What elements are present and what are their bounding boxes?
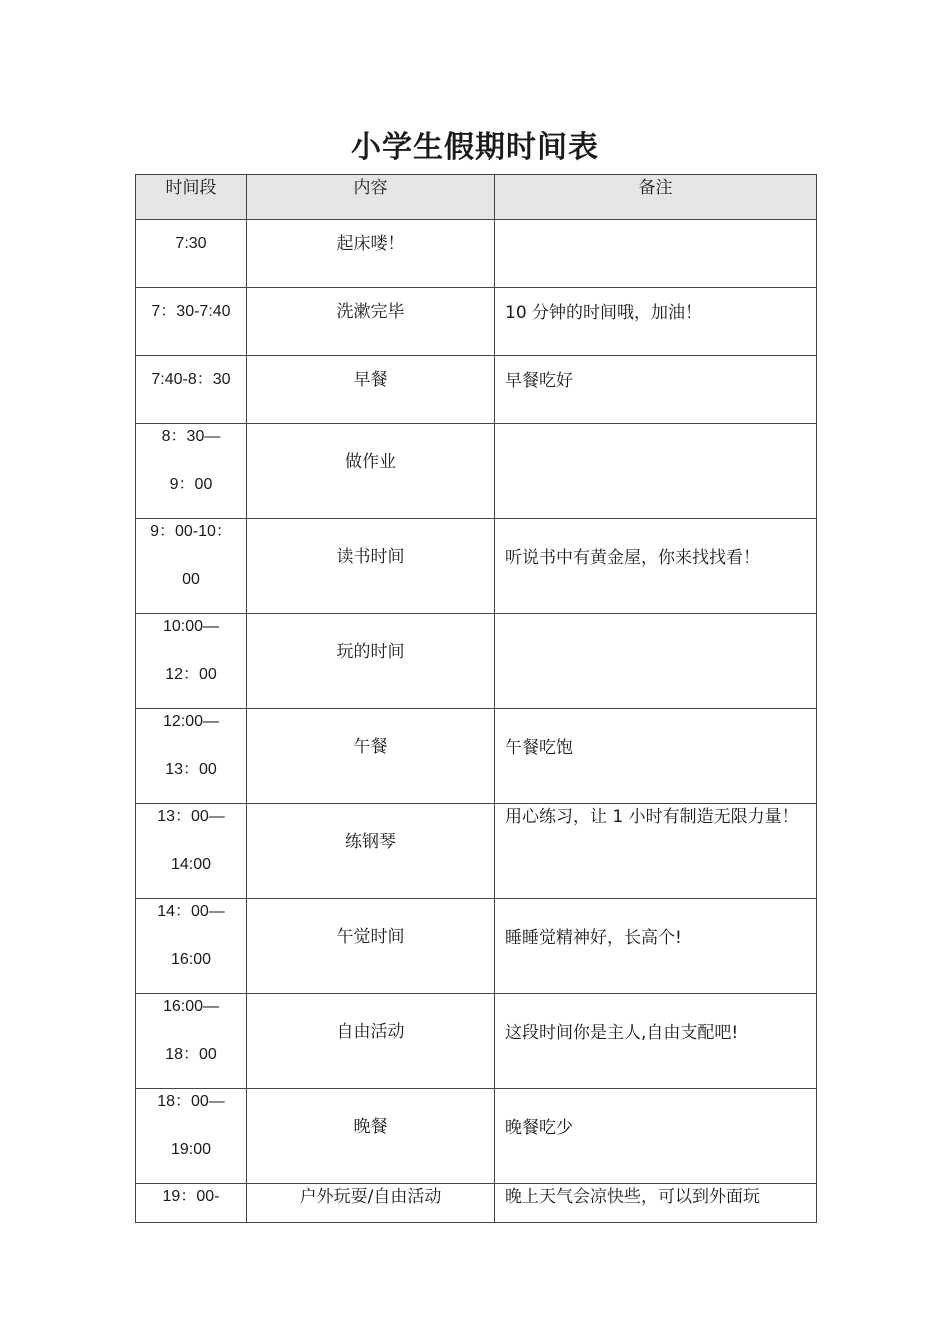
time-cell: 14：00— 16:00 — [136, 899, 247, 994]
table-row — [136, 1184, 817, 1223]
time-cell: 13：00— 14:00 — [136, 804, 247, 899]
time-cell: 19：00- — [136, 1184, 247, 1223]
table-row — [136, 994, 817, 1089]
table-row — [136, 709, 817, 804]
note-cell — [495, 220, 817, 288]
time-cell: 9：00-10： 00 — [136, 519, 247, 614]
content-cell: 做作业 — [247, 424, 495, 519]
content-cell: 午餐 — [247, 709, 495, 804]
time-cell: 18：00— 19:00 — [136, 1089, 247, 1184]
schedule-table — [135, 174, 817, 1223]
time-cell: 7:30 — [136, 220, 247, 288]
content-cell: 读书时间 — [247, 519, 495, 614]
table-row — [136, 519, 817, 614]
content-cell: 练钢琴 — [247, 804, 495, 899]
note-cell: 这段时间你是主人,自由支配吧! — [495, 994, 817, 1089]
table-row — [136, 288, 817, 356]
header-content: 内容 — [247, 175, 495, 220]
page-title: 小学生假期时间表 — [351, 130, 599, 165]
table-row — [136, 614, 817, 709]
note-cell: 午餐吃饱 — [495, 709, 817, 804]
note-cell: 用心练习，让 1 小时有制造无限力量！ — [495, 804, 817, 899]
time-cell: 12:00— 13：00 — [136, 709, 247, 804]
content-cell: 洗漱完毕 — [247, 288, 495, 356]
content-cell: 玩的时间 — [247, 614, 495, 709]
time-cell: 7：30-7:40 — [136, 288, 247, 356]
note-cell: 10 分钟的时间哦，加油！ — [495, 288, 817, 356]
table-header-row — [136, 175, 817, 220]
content-cell: 午觉时间 — [247, 899, 495, 994]
table-row — [136, 804, 817, 899]
note-cell — [495, 424, 817, 519]
content-cell: 起床喽！ — [247, 220, 495, 288]
content-cell: 早餐 — [247, 356, 495, 424]
note-cell: 睡睡觉精神好，长高个! — [495, 899, 817, 994]
note-cell — [495, 614, 817, 709]
table-row — [136, 1089, 817, 1184]
header-time: 时间段 — [136, 175, 247, 220]
table-row — [136, 899, 817, 994]
note-cell: 晚上天气会凉快些，可以到外面玩 — [495, 1184, 817, 1223]
header-note: 备注 — [495, 175, 817, 220]
content-cell: 户外玩耍/自由活动 — [247, 1184, 495, 1223]
content-cell: 晚餐 — [247, 1089, 495, 1184]
note-cell: 早餐吃好 — [495, 356, 817, 424]
table-row — [136, 220, 817, 288]
time-cell: 10:00— 12：00 — [136, 614, 247, 709]
time-cell: 8：30— 9：00 — [136, 424, 247, 519]
content-cell: 自由活动 — [247, 994, 495, 1089]
time-cell: 7:40-8：30 — [136, 356, 247, 424]
note-cell: 晚餐吃少 — [495, 1089, 817, 1184]
table-row — [136, 424, 817, 519]
time-cell: 16:00— 18：00 — [136, 994, 247, 1089]
note-cell: 听说书中有黄金屋，你来找找看！ — [495, 519, 817, 614]
